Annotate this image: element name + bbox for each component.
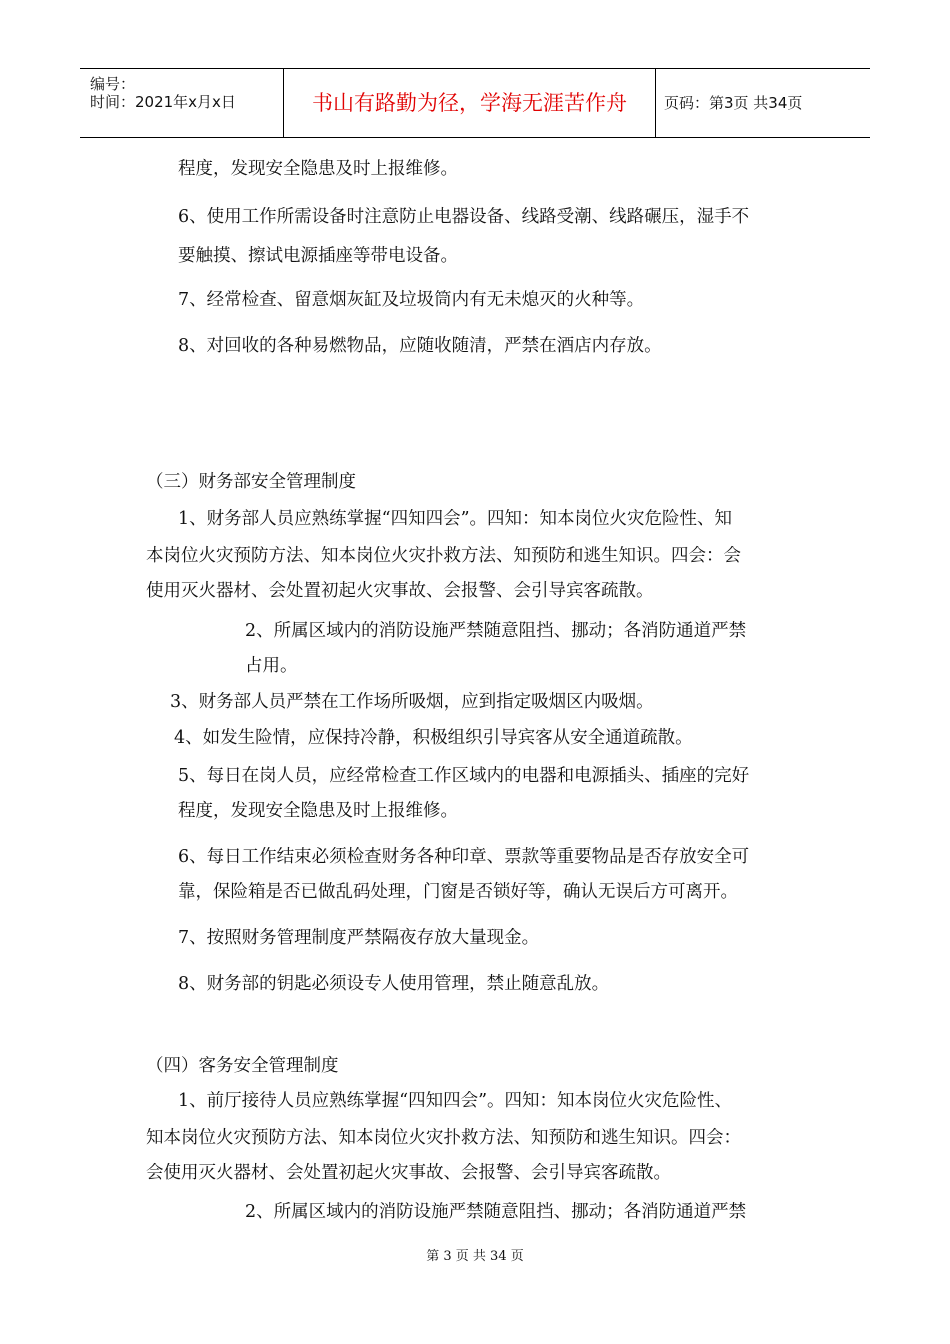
page-footer: 第 3 页 共 34 页 — [426, 1249, 524, 1264]
paragraph-line: 6、使用工作所需设备时注意防止电器设备、线路受潮、线路碾压，湿手不 — [178, 207, 750, 227]
paragraph-line: 7、按照财务管理制度严禁隔夜存放大量现金。 — [178, 928, 540, 948]
paragraph-line: 8、对回收的各种易燃物品，应随收随清，严禁在酒店内存放。 — [178, 336, 662, 356]
date-label: 时间：2021年x月x日 — [90, 93, 236, 111]
number-label: 编号： — [90, 75, 136, 93]
header-page-label: 页码：第3页 共34页 — [664, 94, 803, 112]
paragraph-line: 使用灭火器材、会处置初起火灾事故、会报警、会引导宾客疏散。 — [146, 581, 654, 601]
paragraph-line: 程度，发现安全隐患及时上报维修。 — [178, 159, 458, 179]
paragraph-line: 5、每日在岗人员，应经常检查工作区域内的电器和电源插头、插座的完好 — [178, 766, 750, 786]
paragraph-line: 7、经常检查、留意烟灰缸及垃圾筒内有无未熄灭的火种等。 — [178, 290, 645, 310]
header-motto: 书山有路勤为径，学海无涯苦作舟 — [284, 69, 656, 137]
paragraph-line: 6、每日工作结束必须检查财务各种印章、票款等重要物品是否存放安全可 — [178, 847, 750, 867]
header-meta-cell — [80, 69, 284, 137]
section-heading: （三）财务部安全管理制度 — [146, 472, 356, 492]
paragraph-line: 8、财务部的钥匙必须设专人使用管理，禁止随意乱放。 — [178, 974, 610, 994]
paragraph-line: 占用。 — [245, 656, 298, 676]
paragraph-line: 3、财务部人员严禁在工作场所吸烟，应到指定吸烟区内吸烟。 — [170, 692, 654, 712]
paragraph-line: 要触摸、擦试电源插座等带电设备。 — [178, 246, 458, 266]
document-header — [80, 68, 870, 138]
paragraph-line: 1、前厅接待人员应熟练掌握“四知四会”。四知：知本岗位火灾危险性、 — [178, 1091, 733, 1111]
paragraph-line: 程度，发现安全隐患及时上报维修。 — [178, 801, 458, 821]
paragraph-line: 靠，保险箱是否已做乱码处理，门窗是否锁好等，确认无误后方可离开。 — [178, 882, 738, 902]
paragraph-line: 1、财务部人员应熟练掌握“四知四会”。四知：知本岗位火灾危险性、知 — [178, 509, 733, 529]
paragraph-line: 2、所属区域内的消防设施严禁随意阻挡、挪动；各消防通道严禁 — [245, 1202, 747, 1222]
paragraph-line: 会使用灭火器材、会处置初起火灾事故、会报警、会引导宾客疏散。 — [146, 1163, 671, 1183]
paragraph-line: 2、所属区域内的消防设施严禁随意阻挡、挪动；各消防通道严禁 — [245, 621, 747, 641]
section-heading: （四）客务安全管理制度 — [146, 1056, 339, 1076]
paragraph-line: 4、如发生险情，应保持冷静，积极组织引导宾客从安全通道疏散。 — [174, 728, 693, 748]
paragraph-line: 知本岗位火灾预防方法、知本岗位火灾扑救方法、知预防和逃生知识。四会： — [146, 1128, 741, 1148]
paragraph-line: 本岗位火灾预防方法、知本岗位火灾扑救方法、知预防和逃生知识。四会：会 — [146, 546, 741, 566]
